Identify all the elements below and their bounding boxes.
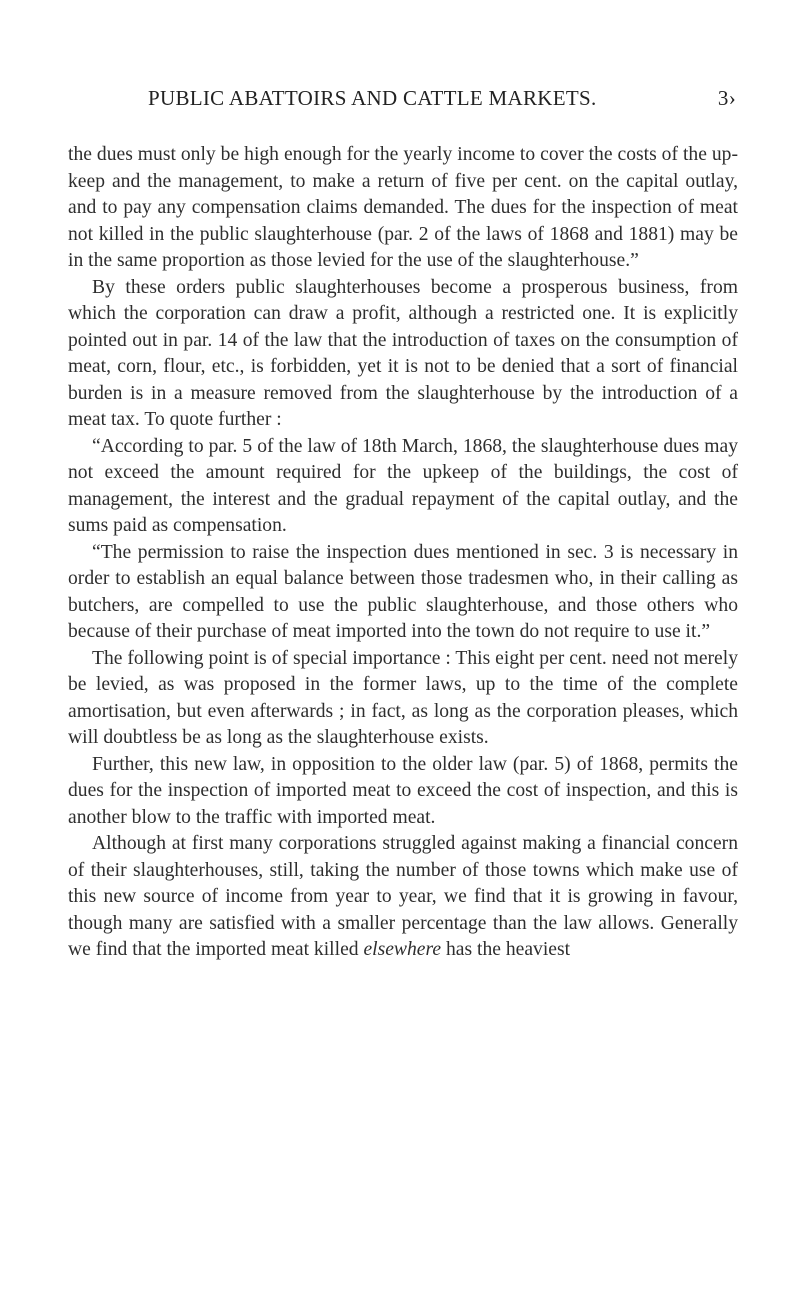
paragraph: Further, this new law, in opposition to the older law (par. 5) of 1868, permits the dues for the inspection of imported meat to exceed the cost of inspection, and this is another blow to the traffic with imported meat. [68, 753, 738, 828]
body-text [68, 142, 738, 964]
paragraph-continuation: the dues must only be high enough for the yearly income to cover the costs of the up-keep and the management, to make a return of five per cent. on the capital outlay, and to pay any compensation claims demanded. The dues for the inspection of meat not killed in the public slaughterhouse (par. 2 of the laws of 1868 and 1881) may be in the same proportion as those levied for the use of the slaughterhouse.” [68, 144, 738, 271]
paragraph: By these orders public slaughterhouses become a prosperous business, from which the corporation can draw a profit, although a restricted one. It is explicitly pointed out in par. 14 of the law that the introduction of taxes on the consumption of meat, corn, flour, etc., is forbidden, yet it is not to be denied that a sort of financial burden is in a measure removed from the slaughterhouse by the introduction of a meat tax. To quote further : [68, 276, 738, 430]
paragraph-text: has the heaviest [441, 939, 571, 960]
italic-word: elsewhere [363, 939, 442, 960]
paragraph-text: Although at first many corporations struggled against making a financial concern of their slaughterhouses, still, taking the number of those towns which make use of this new source of income from year to year, we find that it is growing in favour, though many are satisfied with a smaller percentage than the law allows. Generally we find that the imported meat killed [68, 833, 738, 960]
running-head [148, 86, 736, 114]
paragraph: The following point is of special importance : This eight per cent. need not merely be levied, as was proposed in the former laws, up to the time of the complete amortisation, but even afterwards ; in fact, as long as the corporation pleases, which will doubtless be as long as the slaughterhouse exists. [68, 647, 738, 748]
running-title: PUBLIC ABATTOIRS AND CATTLE MARKETS. [148, 86, 597, 110]
page-number: 3› [717, 86, 736, 110]
quoted-paragraph: “According to par. 5 of the law of 18th March, 1868, the slaughterhouse dues may not exceed the amount required for the upkeep of the buildings, the cost of management, the interest and the gradual repayment of the capital outlay, and the sums paid as compensation. [68, 435, 738, 536]
paragraph-final [68, 831, 738, 964]
quoted-paragraph: “The permission to raise the inspection dues mentioned in sec. 3 is necessary in order to establish an equal balance between those tradesmen who, in their calling as butchers, are compelled to use the public slaughterhouse, and those others who because of their purchase of meat imported into the town do not require to use it.” [68, 541, 738, 642]
